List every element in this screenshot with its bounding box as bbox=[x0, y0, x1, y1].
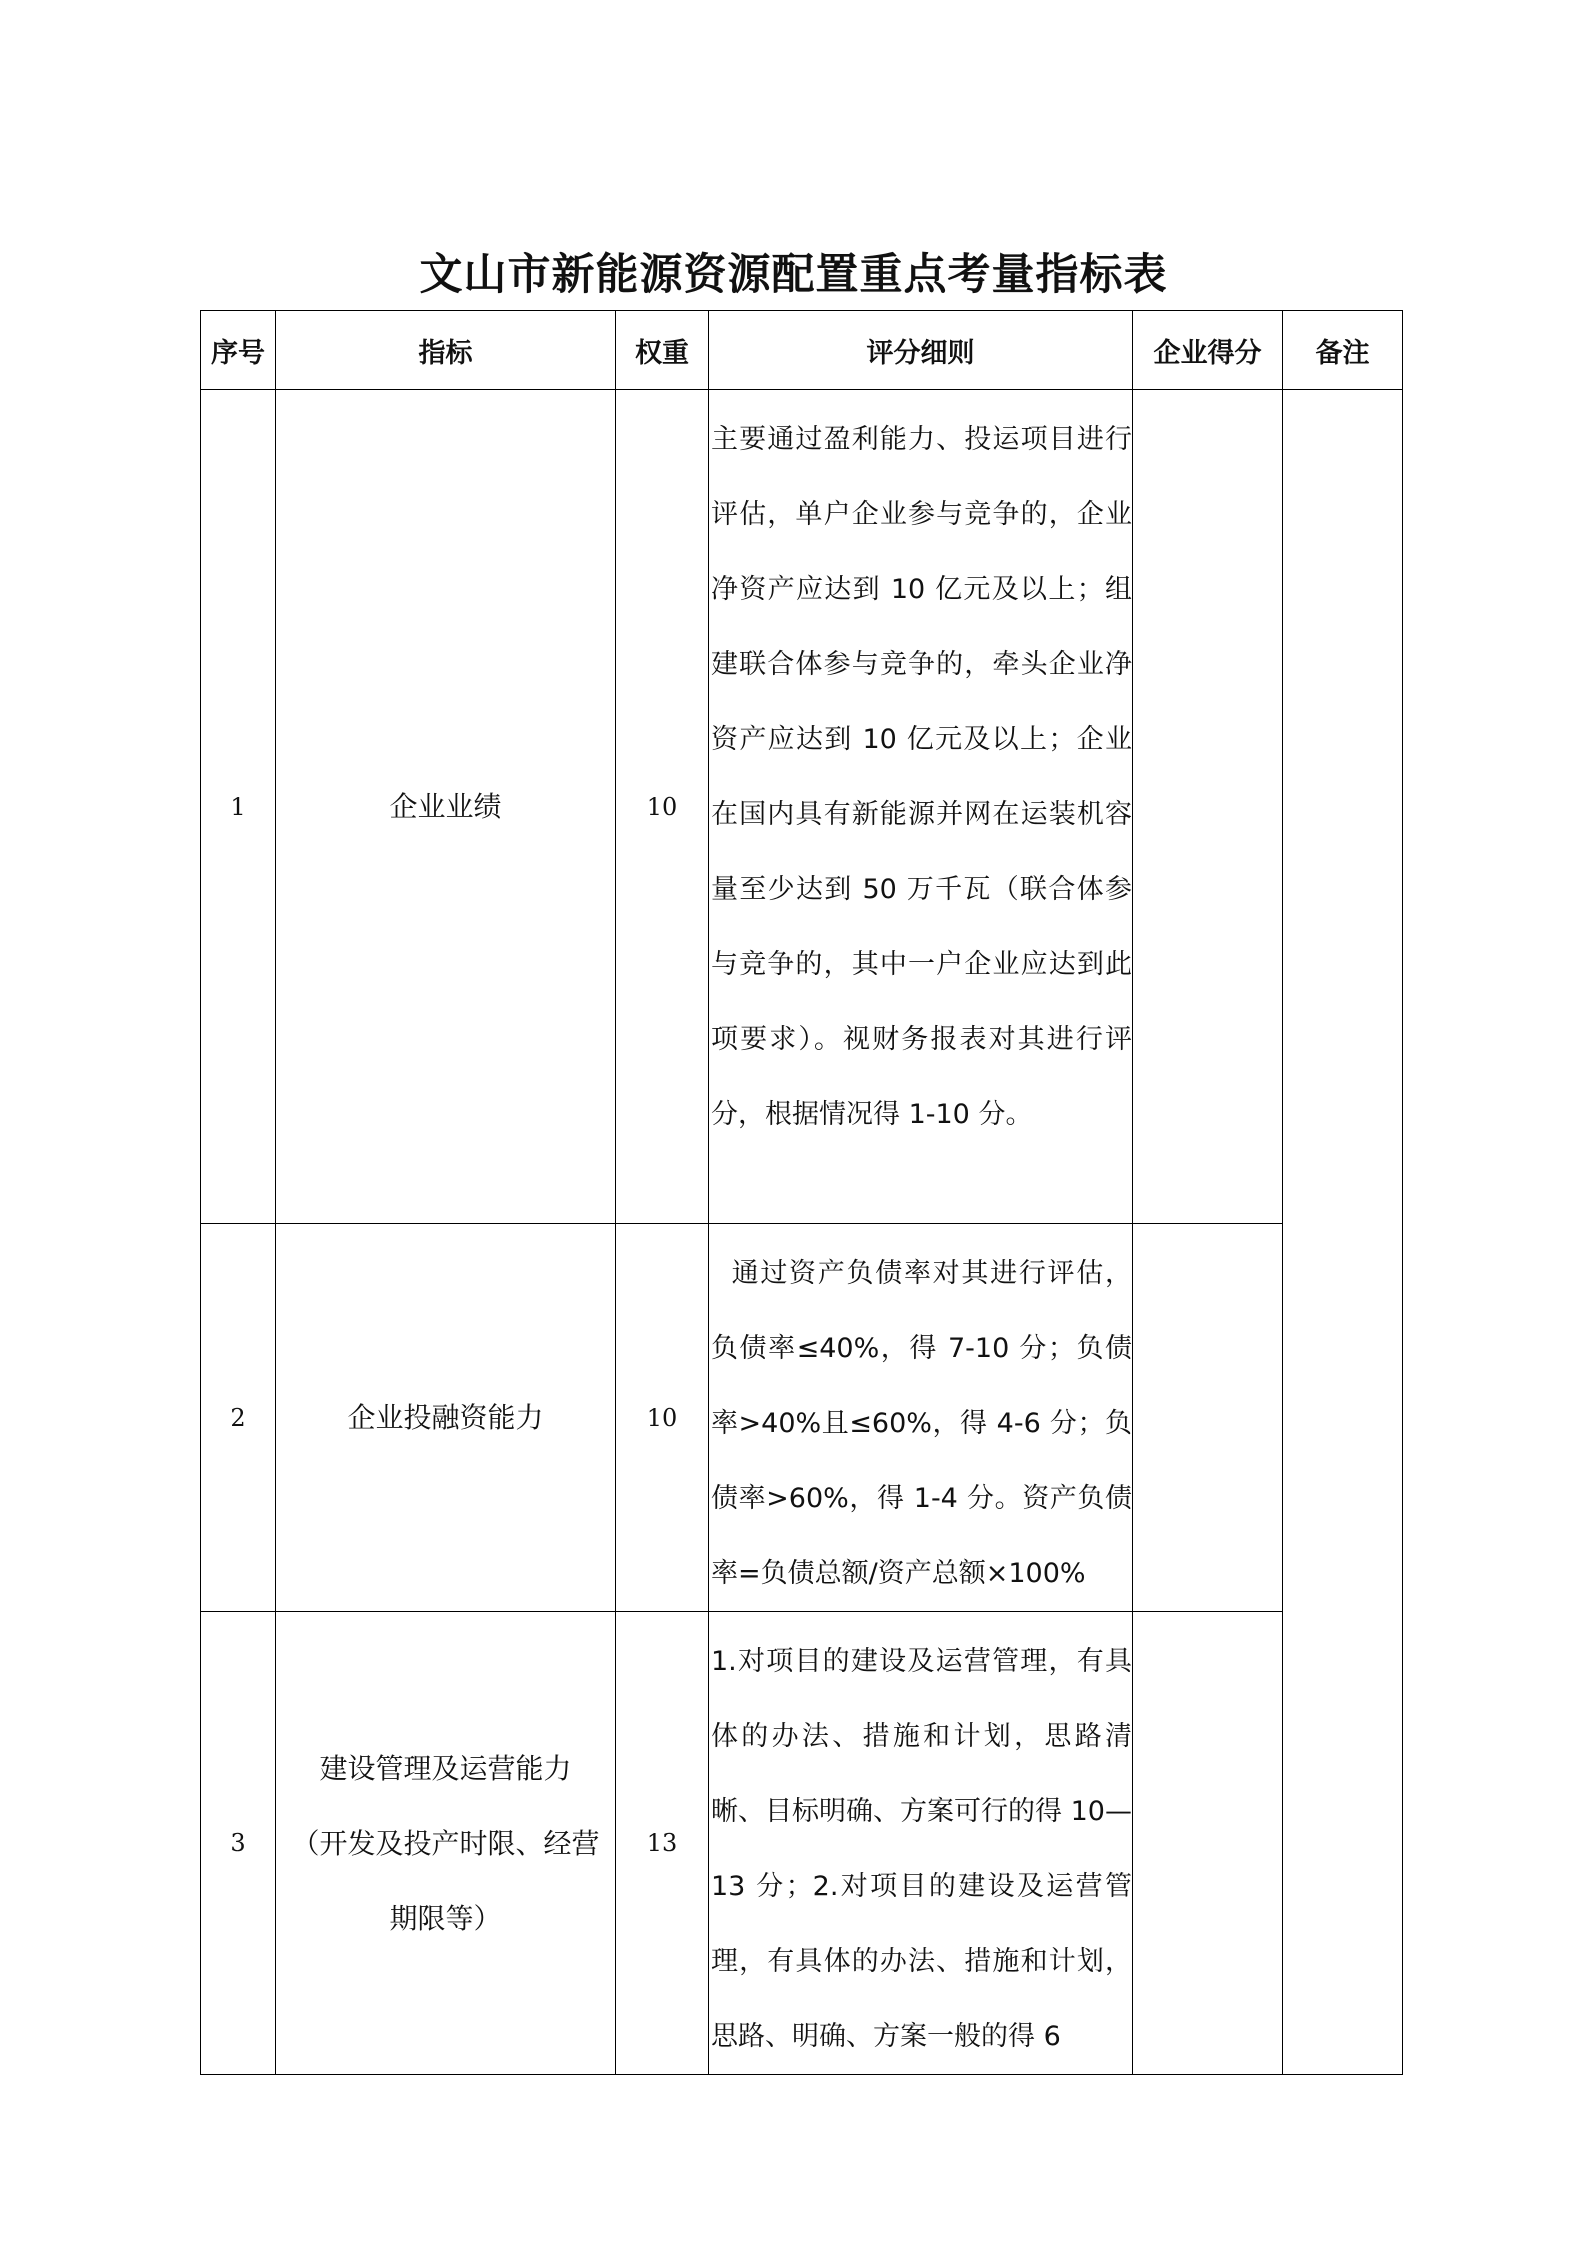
indicator-cell bbox=[276, 1224, 616, 1612]
indicator-table bbox=[200, 310, 1403, 2075]
rules-cell: 1.对项目的建设及运营管理，有具体的办法、措施和计划，思路清晰、目标明确、方案可行的得 10—13 分；2.对项目的建设及运营管理，有具体的办法、措施和计划，思路、明确、方案一般的得 6 bbox=[709, 1612, 1133, 2075]
header-no: 序号 bbox=[201, 311, 276, 390]
page-title: 文山市新能源资源配置重点考量指标表 bbox=[419, 250, 1168, 300]
header-rules: 评分细则 bbox=[709, 311, 1133, 390]
weight-cell: 10 bbox=[616, 390, 709, 1224]
row-number: 3 bbox=[201, 1612, 276, 2075]
indicator-line: 企业业绩 bbox=[389, 790, 502, 823]
score-cell bbox=[1133, 1224, 1283, 1612]
table-row bbox=[201, 1224, 1403, 1612]
rules-cell: 主要通过盈利能力、投运项目进行评估，单户企业参与竞争的，企业净资产应达到 10 亿元及以上；组建联合体参与竞争的，牵头企业净资产应达到 10 亿元及以上；企业在国内具有新能源并网在运装机容量至少达到 50 万千瓦（联合体参与竞争的，其中一户企业应达到此项要求）。视财务报表对其进行评分，根据情况得 1-10 分。 bbox=[709, 390, 1133, 1224]
indicator-line: 期限等） bbox=[389, 1901, 502, 1935]
indicator-cell bbox=[276, 390, 616, 1224]
indicator-line: 企业投融资能力 bbox=[347, 1401, 544, 1434]
rules-cell: 通过资产负债率对其进行评估，负债率≤40%，得 7-10 分；负债率>40%且≤60%，得 4-6 分；负债率>60%，得 1-4 分。资产负债率=负债总额/资产总额×100% bbox=[709, 1224, 1133, 1612]
row-number: 1 bbox=[201, 390, 276, 1224]
header-indicator: 指标 bbox=[276, 311, 616, 390]
indicator-line: 建设管理及运营能力 bbox=[319, 1751, 572, 1785]
header-weight: 权重 bbox=[616, 311, 709, 390]
weight-cell: 10 bbox=[616, 1224, 709, 1612]
header-score: 企业得分 bbox=[1133, 311, 1283, 390]
note-cell bbox=[1283, 390, 1403, 2075]
table-row bbox=[201, 1612, 1403, 2075]
score-cell bbox=[1133, 390, 1283, 1224]
header-row bbox=[201, 311, 1403, 390]
score-cell bbox=[1133, 1612, 1283, 2075]
header-note: 备注 bbox=[1283, 311, 1403, 390]
table-row bbox=[201, 390, 1403, 1224]
weight-cell: 13 bbox=[616, 1612, 709, 2075]
row-number: 2 bbox=[201, 1224, 276, 1612]
indicator-cell bbox=[276, 1612, 616, 2075]
indicator-line: （开发及投产时限、经营 bbox=[291, 1826, 600, 1860]
